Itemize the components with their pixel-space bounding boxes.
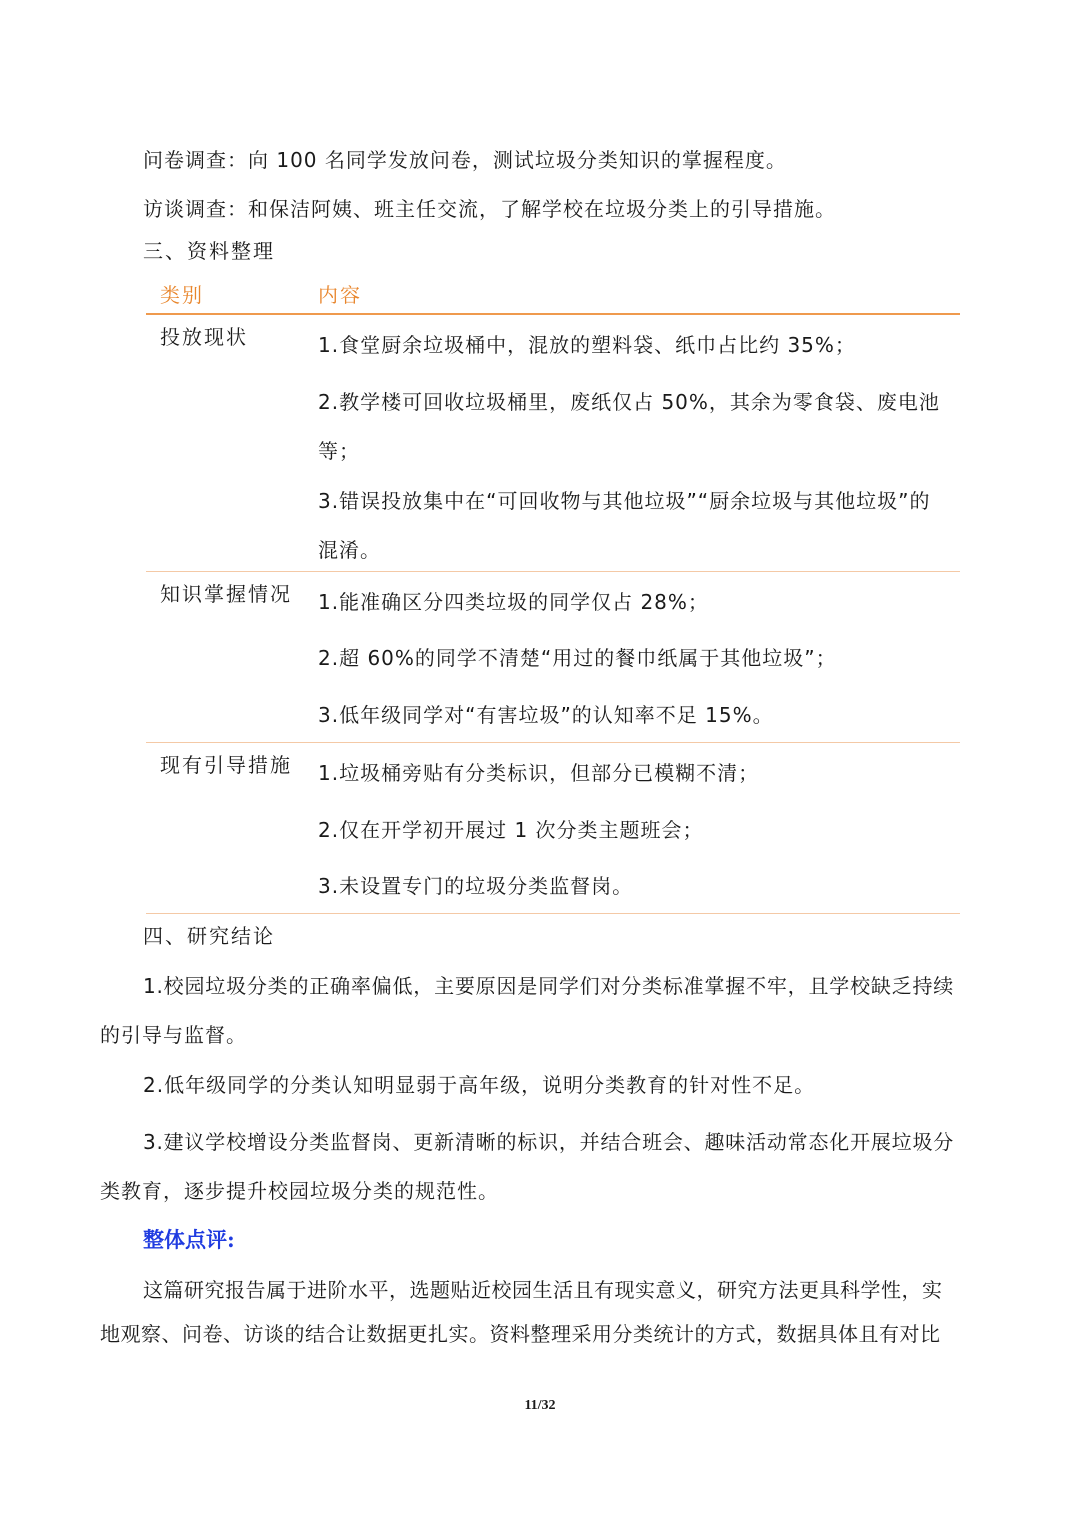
section-3-title: 三、资料整理 xyxy=(143,239,275,263)
table-cell-line: 2.仅在开学初开展过 1 次分类主题班会； xyxy=(318,818,704,842)
table-header-content: 内容 xyxy=(318,283,362,307)
review-title: 整体点评: xyxy=(143,1227,235,1252)
table-cell-line: 混淆。 xyxy=(318,538,381,562)
table-cell-line: 2.超 60%的同学不清楚“用过的餐巾纸属于其他垃圾”； xyxy=(318,646,837,670)
method-interview: 访谈调查：和保洁阿姨、班主任交流，了解学校在垃圾分类上的引导措施。 xyxy=(143,197,836,221)
table-row-category: 投放现状 xyxy=(160,325,248,349)
table-cell-line: 1.能准确区分四类垃圾的同学仅占 28%； xyxy=(318,590,709,614)
table-cell-line: 1.垃圾桶旁贴有分类标识，但部分已模糊不清； xyxy=(318,761,760,785)
conclusion-line: 类教育，逐步提升校园垃圾分类的规范性。 xyxy=(100,1179,499,1203)
page-number: 11/32 xyxy=(524,1398,556,1413)
table-row-divider xyxy=(146,571,960,572)
section-4-title: 四、研究结论 xyxy=(143,924,275,948)
table-cell-line: 1.食堂厨余垃圾桶中，混放的塑料袋、纸巾占比约 35%； xyxy=(318,333,856,357)
conclusion-line: 3.建议学校增设分类监督岗、更新清晰的标识，并结合班会、趣味活动常态化开展垃圾分 xyxy=(143,1130,955,1154)
table-row-category: 现有引导措施 xyxy=(160,753,292,777)
review-line: 这篇研究报告属于进阶水平，选题贴近校园生活且有现实意义，研究方法更具科学性，实 xyxy=(143,1278,943,1302)
method-questionnaire: 问卷调查：向 100 名同学发放问卷，测试垃圾分类知识的掌握程度。 xyxy=(143,148,787,172)
table-row-divider xyxy=(146,742,960,743)
conclusion-line: 1.校园垃圾分类的正确率偏低，主要原因是同学们对分类标准掌握不牢，且学校缺乏持续 xyxy=(143,974,955,998)
table-bottom-rule xyxy=(146,913,960,914)
table-cell-line: 3.低年级同学对“有害垃圾”的认知率不足 15%。 xyxy=(318,703,774,727)
table-cell-line: 2.教学楼可回收垃圾桶里，废纸仅占 50%，其余为零食袋、废电池 xyxy=(318,390,940,414)
table-header-rule xyxy=(146,313,960,315)
table-cell-line: 3.错误投放集中在“可回收物与其他垃圾”“厨余垃圾与其他垃圾”的 xyxy=(318,489,931,513)
table-cell-line: 3.未设置专门的垃圾分类监督岗。 xyxy=(318,874,634,898)
review-line: 地观察、问卷、访谈的结合让数据更扎实。资料整理采用分类统计的方式，数据具体且有对比 xyxy=(100,1322,941,1346)
table-header-category: 类别 xyxy=(160,283,204,307)
conclusion-line: 的引导与监督。 xyxy=(100,1023,247,1047)
table-cell-line: 等； xyxy=(318,439,360,463)
table-row-category: 知识掌握情况 xyxy=(160,582,292,606)
conclusion-line: 2.低年级同学的分类认知明显弱于高年级，说明分类教育的针对性不足。 xyxy=(143,1073,816,1097)
